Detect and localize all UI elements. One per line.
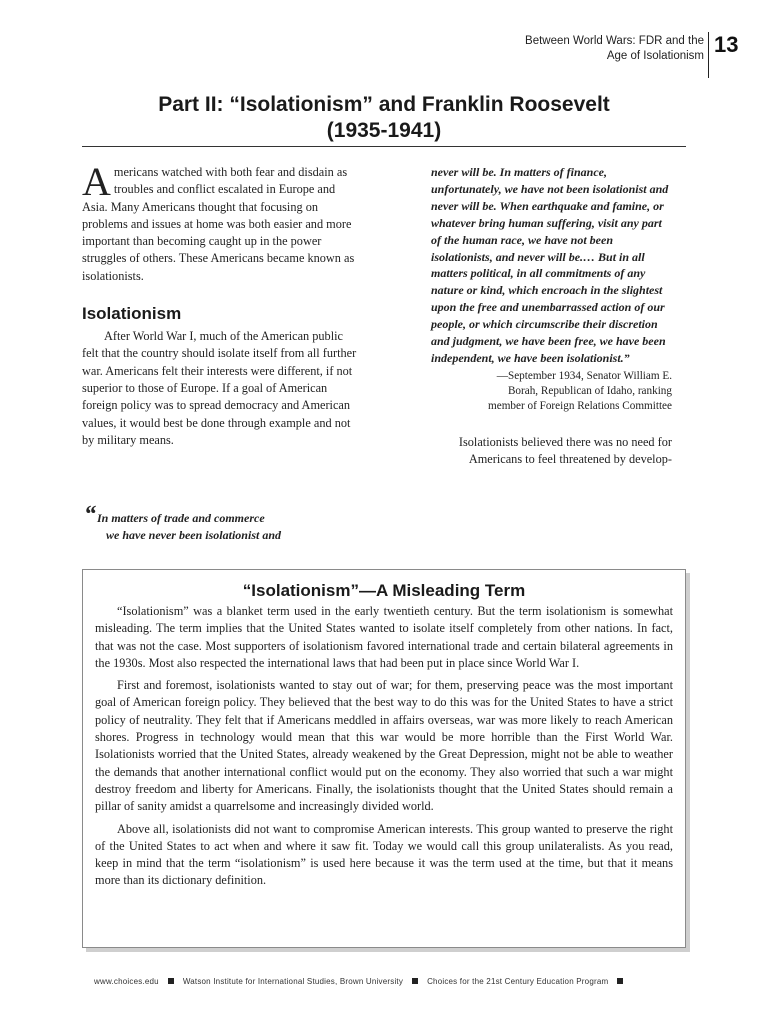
intro-text: mericans watched with both fear and disdain as troubles and conflict escalated in Europe and Asia. Many Americans thought that focusing on problems and issues at home was both easier and more important than becoming caught up in the power struggles of others. These Americans became known as isolationists. (82, 165, 355, 283)
footer-url[interactable]: www.choices.edu (94, 977, 159, 986)
quote-attribution (404, 369, 672, 414)
chapter-header (440, 34, 704, 64)
square-bullet-icon (168, 978, 174, 984)
attribution-line2: Borah, Republican of Idaho, ranking (507, 384, 672, 397)
section-paragraph: After World War I, much of the American public felt that the country should isolate itself from all further war. Americans felt their interests were different, if not superior to those of Europe. If a goal of American foreign policy was to spread democracy and American values, it would best be done through example and not by military means. (82, 329, 357, 447)
left-column (82, 159, 358, 449)
chapter-title-line2: Age of Isolationism (606, 50, 704, 62)
sidebar-box (82, 569, 686, 948)
footer-program: Choices for the 21st Century Education Program (427, 977, 609, 986)
quote-continuation: never will be. In matters of finance, unfortunately, we have not been isolationist and never will be. When earthquake and famine, or whatever bring human suffering, visit any part of the human race, we have not been isolationists, and never will be.… But in all matters political, in all commitments of any nature or kind, which encroach in the slightest upon the free and unembarrassed action of our people, or which circumscribe their discretion and judgment, we have been free, we have been independent, we have been isolationist.” (431, 165, 669, 365)
footer-institute: Watson Institute for International Studies, Brown University (182, 977, 404, 986)
page-footer (94, 977, 632, 986)
right-paragraph: Isolationists believed there was no need for Americans to feel threatened by develop- (458, 434, 672, 467)
attribution-line3: member of Foreign Relations Committee (488, 399, 672, 412)
quote-line1: In matters of trade and commerce (97, 511, 265, 525)
drop-cap: A (82, 159, 111, 204)
sidebar-paragraph-3: Above all, isolationists did not want to compromise American interests. This group wanted to preserve the right of the United States to act when and where it saw fit. Today we would call this group unilateralists. As you read, keep in mind that the term “isolationism” is used here because it was the term used at the time, but that it means more than its dictionary definition. (95, 821, 673, 888)
quote-line2: we have never been isolationist and (106, 528, 281, 542)
section-heading: Isolationism (82, 304, 182, 324)
chapter-title-line1: Between World Wars: FDR and the (525, 35, 704, 47)
square-bullet-icon (412, 978, 418, 984)
pull-quote-start (84, 502, 360, 544)
page-title (82, 92, 686, 144)
page-title-line2: (1935-1941) (326, 119, 442, 142)
intro-paragraph (82, 159, 358, 285)
page-title-line1: Part II: “Isolationism” and Franklin Roosevelt (158, 93, 610, 116)
sidebar-box-title: “Isolationism”—A Misleading Term (242, 581, 526, 600)
title-rule (82, 146, 686, 147)
attribution-line1: —September 1934, Senator William E. (496, 369, 672, 382)
right-column (404, 164, 672, 468)
sidebar-paragraph-2: First and foremost, isolationists wanted to stay out of war; for them, preserving peace was the most important goal of American foreign policy. They believed that the best way to do this was for the United States to have a strict policy of neutrality. They felt that if Americans meddled in affairs overseas, war was more likely to reach American shores. Progress in technology would mean that this war would be more horrible than the First World War. Isolationists worried that the United States, already weakened by the Great Depression, might not be able to weather the demands that another international conflict would put on the economy. They also worried that such a war might destroy freedom and liberty for Americans. Finally, the isolationists thought that the United States should remain a pillar of sanity amidst a quarrelsome and increasingly divided world. (95, 678, 673, 814)
square-bullet-icon (617, 978, 623, 984)
sidebar-paragraph-1: “Isolationism” was a blanket term used in the early twentieth century. But the term isolationism is somewhat misleading. The term implies that the United States wanted to isolate itself completely from other nations. In fact, that was not the case. Most supporters of isolationism favored international trade and certain bilateral agreements in the 1930s. Most also respected the international laws that had been put in place since World War I. (95, 604, 673, 670)
quote-mark-icon: “ (84, 502, 96, 528)
header-divider (708, 32, 709, 78)
page-number: 13 (714, 32, 739, 57)
